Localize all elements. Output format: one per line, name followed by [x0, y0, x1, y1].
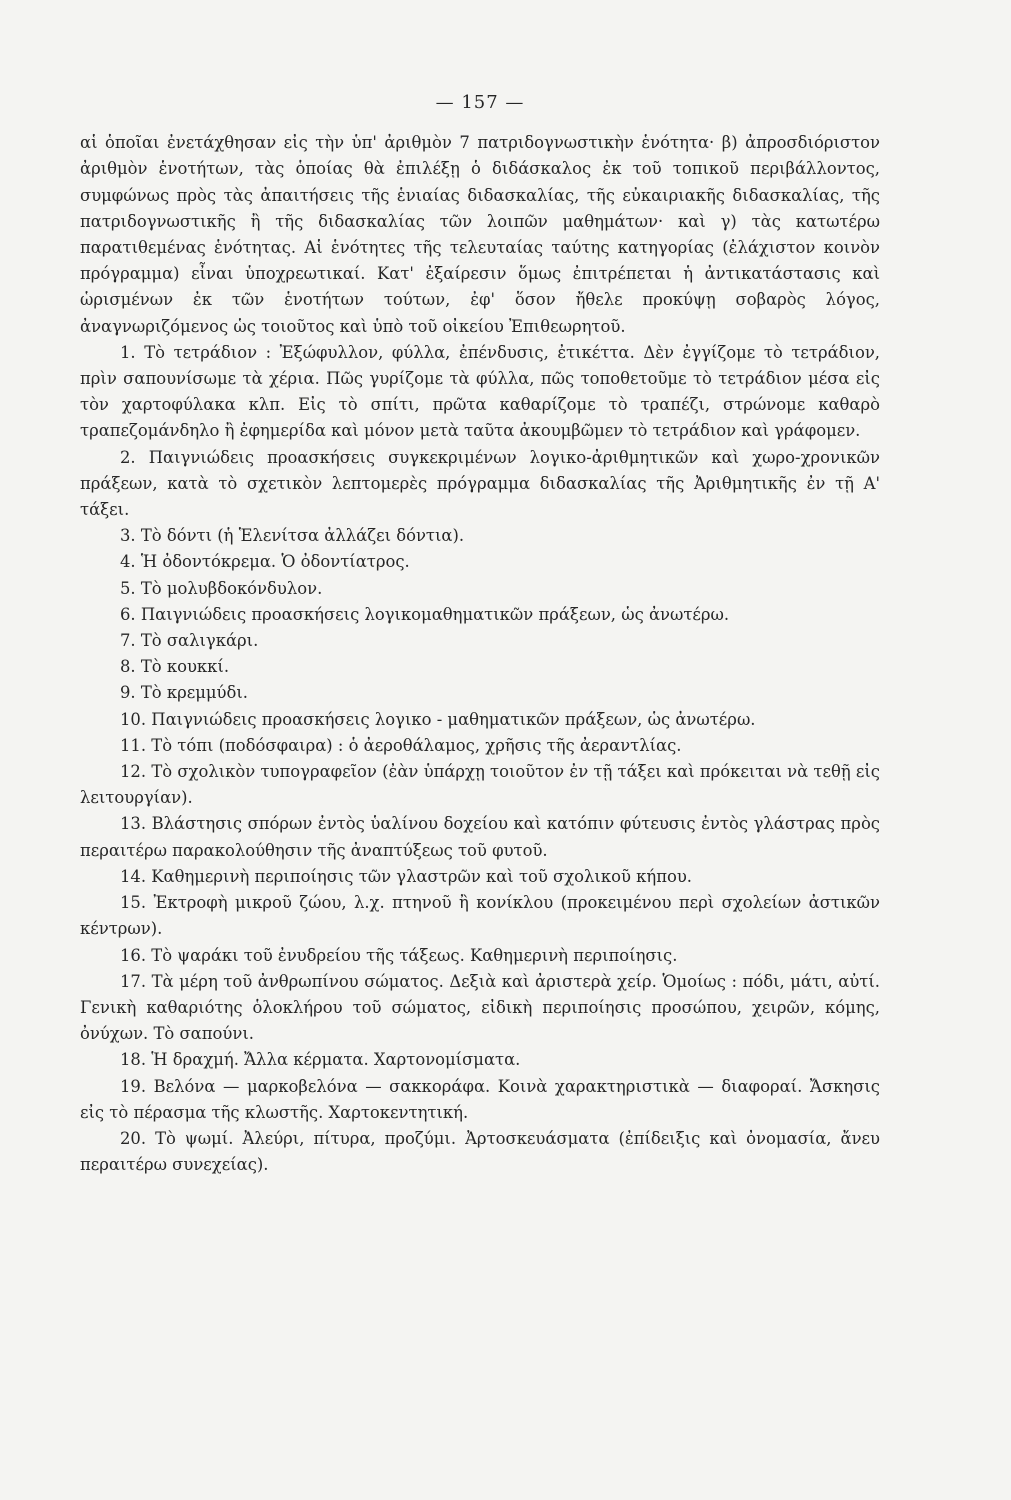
intro-paragraph: αἱ ὁποῖαι ἐνετάχθησαν εἰς τὴν ὑπ' ἀριθμὸν 7 πατριδογνωστικὴν ἑνότητα· β) ἀπροσδιόριστον ἀριθμὸν ἑνοτήτων, τὰς ὁποίας θὰ ἐπιλέξῃ ὁ διδάσκαλος ἐκ τοῦ τοπικοῦ περιβάλλοντος, συμφώνως πρὸς τὰς ἀπαιτήσεις τῆς ἑνιαίας διδασκαλίας, τῆς εὐκαιριακῆς διδασκαλίας, τῆς πατριδογνωστικῆς ἢ τῆς διδασκαλίας τῶν λοιπῶν μαθημάτων· καὶ γ) τὰς κατωτέρω παρατιθεμένας ἑνότητας. Αἱ ἑνότητες τῆς τελευταίας ταύτης κατηγορίας (ἐλάχιστον κοινὸν πρόγραμμα) εἶναι ὑποχρεωτικαί. Κατ' ἐξαίρεσιν ὅμως ἐπιτρέπεται ἡ ἀντικατάστασις καὶ ὡρισμένων ἐκ τῶν ἑνοτήτων τούτων, ἐφ' ὅσον ἤθελε προκύψῃ σοβαρὸς λόγος, ἀναγνωριζόμενος ὡς τοιοῦτος καὶ ὑπὸ τοῦ οἰκείου Ἐπιθεωρητοῦ. — [80, 133, 880, 336]
list-item: 5. Τὸ μολυβδοκόνδυλον. — [120, 578, 323, 598]
list-item: 16. Τὸ ψαράκι τοῦ ἐνυδρείου τῆς τάξεως. Καθημερινὴ περιποίησις. — [120, 945, 678, 965]
list-item: 20. Τὸ ψωμί. Ἀλεύρι, πίτυρα, προζύμι. Ἀρτοσκευάσματα (ἐπίδειξις καὶ ὀνομασία, ἄνευ περαιτέρω συνεχείας). — [80, 1128, 880, 1175]
page-number: — 157 — — [435, 92, 525, 113]
list-item: 1. Τὸ τετράδιον : Ἐξώφυλλον, φύλλα, ἐπένδυσις, ἐτικέττα. Δὲν ἐγγίζομε τὸ τετράδιον, πρὶν σαπουνίσωμε τὰ χέρια. Πῶς γυρίζομε τὰ φύλλα, πῶς τοποθετοῦμε τὸ τετράδιον μέσα εἰς τὸν χαρτοφύλακα κλπ. Εἰς τὸ σπίτι, πρῶτα καθαρίζομε τὸ τραπέζι, στρώνομε καθαρὸ τραπεζομάνδηλο ἢ ἐφημερίδα καὶ μόνον μετὰ ταῦτα ἀκουμβῶμεν τὸ τετράδιον καὶ γράφομεν. — [80, 342, 880, 441]
list-item: 8. Τὸ κουκκί. — [120, 657, 230, 677]
list-item: 3. Τὸ δόντι (ἡ Ἑλενίτσα ἀλλάζει δόντια). — [120, 526, 465, 546]
list-item: 9. Τὸ κρεμμύδι. — [120, 683, 249, 703]
list-item: 19. Βελόνα — μαρκοβελόνα — σακκοράφα. Κοινὰ χαρακτηριστικὰ — διαφοραί. Ἄσκησις εἰς τὸ πέρασμα τῆς κλωστῆς. Χαρτοκεντητική. — [80, 1076, 880, 1122]
list-item: 6. Παιγνιώδεις προασκήσεις λογικομαθηματικῶν πράξεων, ὡς ἀνωτέρω. — [120, 604, 730, 624]
list-item: 7. Τὸ σαλιγκάρι. — [120, 631, 259, 651]
list-item: 2. Παιγνιώδεις προασκήσεις συγκεκριμένων λογικο-ἀριθμητικῶν καὶ χωρο-χρονικῶν πράξεων, κατὰ τὸ σχετικὸν λεπτομερὲς πρόγραμμα διδασκαλίας τῆς Ἀριθμητικῆς ἐν τῇ Α' τάξει. — [80, 447, 880, 520]
list-item: 17. Τὰ μέρη τοῦ ἀνθρωπίνου σώματος. Δεξιὰ καὶ ἀριστερὰ χείρ. Ὁμοίως : πόδι, μάτι, αὐτί. Γενικὴ καθαριότης ὁλοκλήρου τοῦ σώματος, εἰδικὴ περιποίησις προσώπου, χειρῶν, κόμης, ὀνύχων. Τὸ σαπούνι. — [80, 971, 880, 1044]
list-item: 15. Ἐκτροφὴ μικροῦ ζώου, λ.χ. πτηνοῦ ἢ κονίκλου (προκειμένου περὶ σχολείων ἀστικῶν κέντρων). — [80, 893, 880, 939]
list-item: 18. Ἡ δραχμή. Ἄλλα κέρματα. Χαρτονομίσματα. — [120, 1050, 521, 1070]
list-item: 11. Τὸ τόπι (ποδόσφαιρα) : ὁ ἀεροθάλαμος, χρῆσις τῆς ἀεραντλίας. — [120, 735, 682, 755]
list-item: 10. Παιγνιώδεις προασκήσεις λογικο - μαθηματικῶν πράξεων, ὡς ἀνωτέρω. — [120, 709, 756, 729]
list-item: 13. Βλάστησις σπόρων ἐντὸς ὑαλίνου δοχείου καὶ κατόπιν φύτευσις ἐντὸς γλάστρας πρὸς περαιτέρω παρακολούθησιν τῆς ἀναπτύξεως τοῦ φυτοῦ. — [80, 814, 880, 860]
list-item: 14. Καθημερινὴ περιποίησις τῶν γλαστρῶν καὶ τοῦ σχολικοῦ κήπου. — [120, 866, 693, 886]
list-item: 4. Ἡ ὀδοντόκρεμα. Ὁ ὀδοντίατρος. — [120, 552, 410, 572]
page-body — [80, 90, 880, 1178]
list-item: 12. Τὸ σχολικὸν τυπογραφεῖον (ἐὰν ὑπάρχῃ τοιοῦτον ἐν τῇ τάξει καὶ πρόκειται νὰ τεθῇ εἰς λειτουργίαν). — [80, 762, 880, 808]
